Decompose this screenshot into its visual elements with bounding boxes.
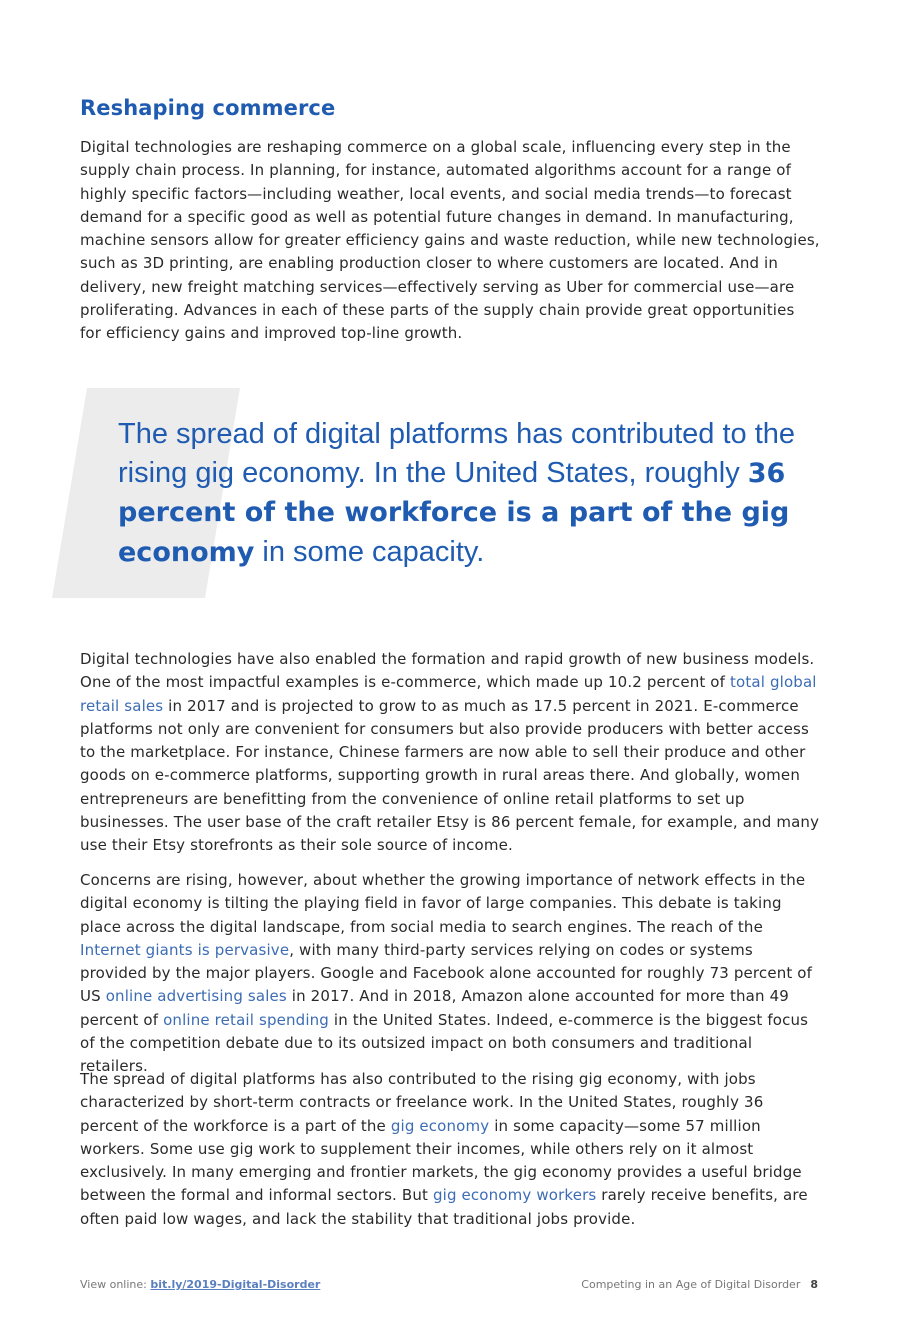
link-gig-economy-workers[interactable]: gig economy workers bbox=[432, 1186, 597, 1205]
link-online-advertising-sales[interactable]: online advertising sales bbox=[105, 987, 287, 1006]
pull-quote-lead: The spread of digital platforms has contributed to the rising gig economy. In the United States, roughly bbox=[118, 418, 796, 489]
link-internet-giants[interactable]: Internet giants is pervasive bbox=[80, 940, 290, 959]
body-paragraph-2 bbox=[80, 648, 820, 858]
view-online-label: View online: bbox=[80, 1278, 151, 1291]
text-run: in 2017 and is projected to grow to as much as 17.5 percent in 2021. E-commerce platforms not only are convenient for consumers but also provide producers with better access to the marketplace. For instance, Chinese farmers are now able to sell their produce and other goods on e-commerce platforms, supporting growth in rural areas there. And globally, women entrepreneurs are benefitting from the convenience of online retail platforms to set up businesses. The user base of the craft retailer Etsy is 86 percent female, for example, and many use their Etsy storefronts as their sole source of income. bbox=[80, 696, 820, 855]
text-run: Concerns are rising, however, about whether the growing importance of network effects in the digital economy is tilting the playing field in favor of large companies. This debate is taking place across the digital landscape, from social media to search engines. The reach of the bbox=[80, 871, 806, 936]
text-run: , with many third-party services relying on codes or systems provided by the major players. Google and Facebook alone accounted for roughly 73 percent of US bbox=[80, 940, 813, 1006]
page-footer bbox=[80, 1278, 818, 1294]
view-online-link[interactable]: bit.ly/2019-Digital-Disorder bbox=[150, 1278, 321, 1291]
page-number: 8 bbox=[810, 1278, 818, 1291]
pull-quote bbox=[118, 415, 828, 572]
pull-quote-emphasis: 36 percent of the workforce is a part of the gig economy bbox=[118, 457, 790, 568]
body-paragraph-4 bbox=[80, 1068, 820, 1231]
pull-quote-tail: in some capacity. bbox=[254, 535, 485, 568]
text-run: in some capacity—some 57 million workers. Some use gig work to supplement their incomes, while others rely on it almost exclusively. In many emerging and frontier markets, the gig economy provides a useful bridge between the formal and informal sectors. But bbox=[80, 1116, 802, 1205]
link-online-retail-spending[interactable]: online retail spending bbox=[163, 1010, 329, 1029]
text-run: rarely receive benefits, are often paid low wages, and lack the stability that traditional jobs provide. bbox=[80, 1186, 808, 1228]
document-title: Competing in an Age of Digital Disorder bbox=[581, 1278, 801, 1291]
link-gig-economy[interactable]: gig economy bbox=[390, 1116, 490, 1135]
section-title: Reshaping commerce bbox=[80, 96, 336, 120]
body-paragraph-3 bbox=[80, 869, 820, 1079]
body-paragraph-1: Digital technologies are reshaping commerce on a global scale, influencing every step in the supply chain process. In planning, for instance, automated algorithms account for a range of highly specific factors—including weather, local events, and social media trends—to forecast demand for a specific good as well as potential future changes in demand. In manufacturing, machine sensors allow for greater efficiency gains and waste reduction, while new technologies, such as 3D printing, are enabling production closer to where customers are located. And in delivery, new freight matching services—effectively serving as Uber for commercial use—are proliferating. Advances in each of these parts of the supply chain provide great opportunities for efficiency gains and improved top-line growth. bbox=[80, 138, 820, 343]
text-run: in 2017. And in 2018, Amazon alone accounted for more than 49 percent of bbox=[80, 987, 789, 1029]
link-total-global-retail-sales[interactable]: total global retail sales bbox=[80, 673, 817, 715]
text-run: The spread of digital platforms has also contributed to the rising gig economy, with jobs characterized by short-term contracts or freelance work. In the United States, roughly 36 percent of the workforce is a part of the bbox=[80, 1070, 764, 1135]
view-online bbox=[80, 1278, 320, 1291]
text-run: Digital technologies have also enabled the formation and rapid growth of new business models. One of the most impactful examples is e-commerce, which made up 10.2 percent of bbox=[80, 650, 815, 692]
footer-right bbox=[581, 1278, 818, 1291]
text-run: in the United States. Indeed, e-commerce is the biggest focus of the competition debate due to its outsized impact on both consumers and traditional retailers. bbox=[80, 1010, 809, 1076]
